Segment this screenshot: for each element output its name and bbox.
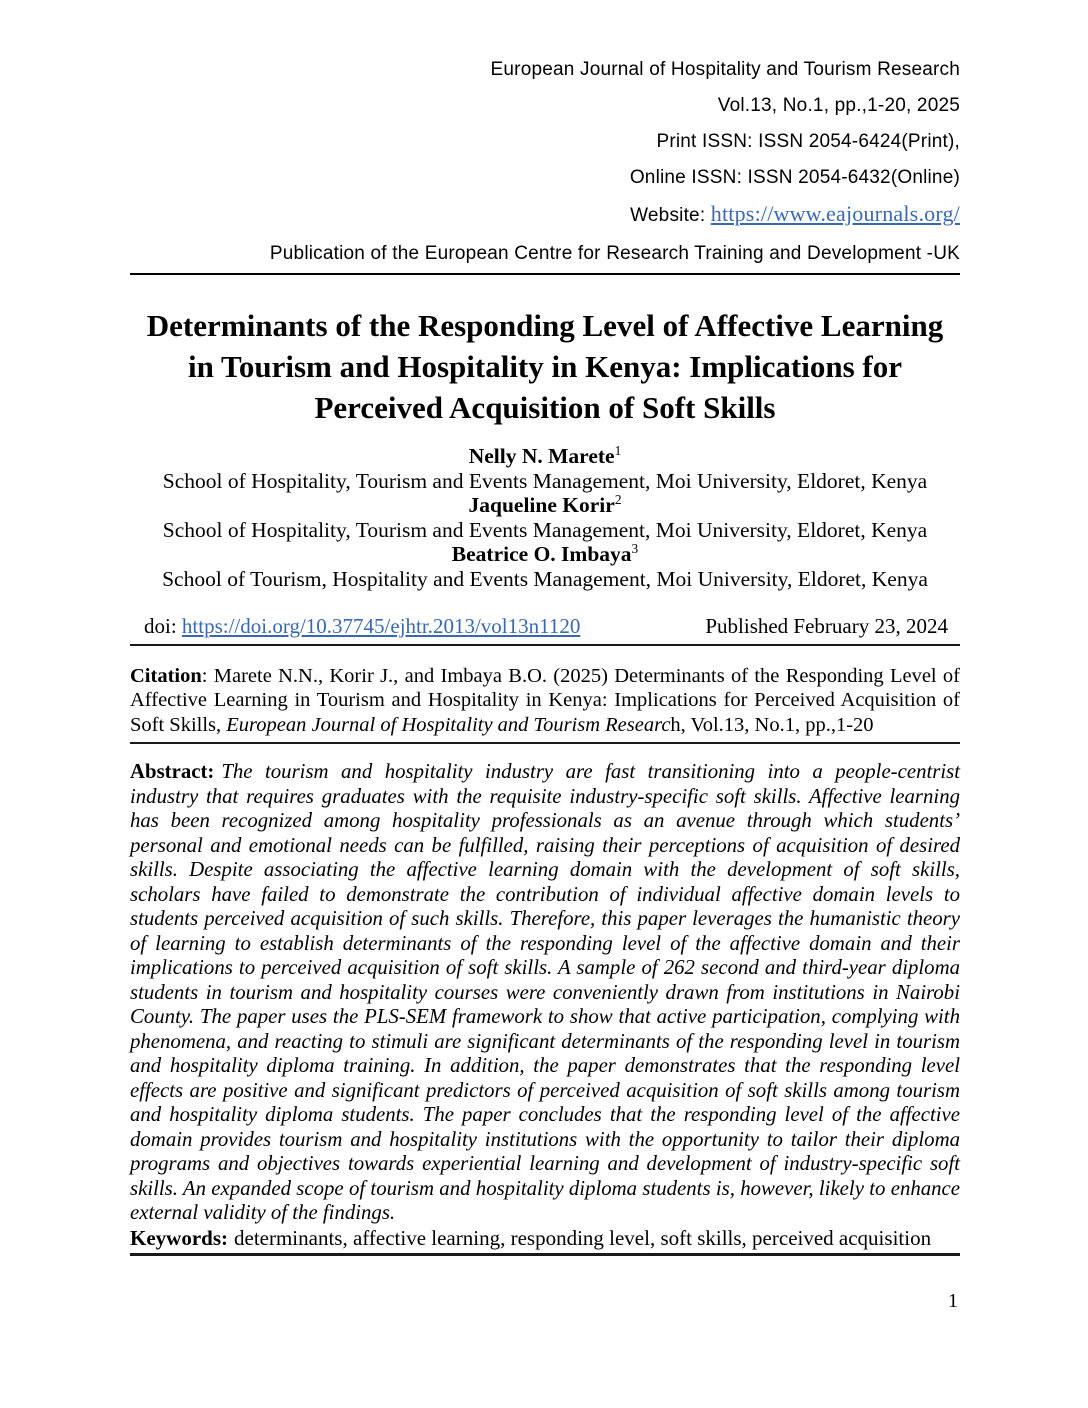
author-name-1: Nelly N. Marete$^1$ <box>468 442 622 468</box>
author-sup-1: 1 <box>614 442 622 458</box>
paper-title: Determinants of the Responding Level of Affective Learning in Tourism and Hospitality in Kenya: Implications for Perceived Acquisition of Soft Skills <box>146 308 944 425</box>
abstract-label: Abstract: <box>130 760 215 784</box>
publication-note: Publication of the European Centre for Research Training and Development -UK <box>130 236 960 275</box>
author-name-3: Beatrice O. Imbaya$^3$ <box>451 541 639 567</box>
author-sup-2: 2 <box>614 492 622 508</box>
online-issn: Online ISSN: ISSN 2054-6432(Online) <box>629 167 960 188</box>
doi-left <box>130 614 580 639</box>
doi-label: doi: <box>144 613 182 638</box>
doi-link[interactable]: https://doi.org/10.37745/ejhtr.2013/vol13n1120 <box>181 613 581 638</box>
citation-block <box>130 664 960 745</box>
citation-text-tail: h, Vol.13, No.1, pp.,1-20 <box>670 713 874 736</box>
journal-name: European Journal of Hospitality and Tourism Research <box>490 59 960 80</box>
author-sup-3: 3 <box>631 541 639 557</box>
journal-header <box>130 52 960 275</box>
author-affiliation-3: School of Tourism, Hospitality and Events Management, Moi University, Eldoret, Kenya <box>162 566 928 591</box>
keywords-line <box>130 1226 960 1257</box>
published-date: Published February 23, 2024 <box>705 613 948 638</box>
author-affiliation-1: School of Hospitality, Tourism and Events Management, Moi University, Eldoret, Kenya <box>162 468 928 493</box>
citation-journal-italic: European Journal of Hospitality and Tourism Researc <box>226 713 671 736</box>
citation-label: Citation <box>130 664 202 687</box>
website-link[interactable]: https://www.eajournals.org/ <box>710 201 960 226</box>
doi-row <box>130 614 960 646</box>
website-label: Website: <box>630 205 711 226</box>
citation-text: : Marete N.N., Korir J., and Imbaya B.O. (2025) Determinants of the Responding Level of Affective Learning in Tourism and Hospitality in Kenya: Implications for Perceived Acquisition of Soft Skills, <box>130 664 960 736</box>
keywords-text: determinants, affective learning, responding level, soft skills, perceived acquisition <box>234 1225 932 1250</box>
abstract-paragraph <box>130 760 960 1226</box>
page-number: 1 <box>948 1290 958 1313</box>
print-issn: Print ISSN: ISSN 2054-6424(Print), <box>656 131 960 152</box>
author-affiliation-2: School of Hospitality, Tourism and Events Management, Moi University, Eldoret, Kenya <box>162 517 928 542</box>
volume-info: Vol.13, No.1, pp.,1-20, 2025 <box>717 95 960 116</box>
keywords-label: Keywords: <box>130 1225 228 1250</box>
abstract-text: The tourism and hospitality industry are fast transitioning into a people-centrist industry that requires graduates with the requisite industry-specific soft skills. Affective learning has been recognized among hospitality professionals as an avenue through which students’ personal and emotional needs can be fulfilled, raising their perceptions of acquisition of desired skills. Despite associating the affective learning domain with the development of soft skills, scholars have failed to demonstrate the contribution of individual affective domain levels to students perceived acquisition of such skills. Therefore, this paper leverages the humanistic theory of learning to establish determinants of the responding level of the affective domain and their implications to perceived acquisition of soft skills. A sample of 262 second and third-year diploma students in tourism and hospitality courses were conveniently drawn from institutions in Nairobi County. The paper uses the PLS-SEM framework to show that active participation, complying with phenomena, and reacting to stimuli are significant determinants of the responding level in tourism and hospitality diploma training. In addition, the paper demonstrates that the responding level effects are positive and significant predictors of perceived acquisition of soft skills among tourism and hospitality diploma students. The paper concludes that the responding level of the affective domain provides tourism and hospitality institutions with the opportunity to tailor their diploma programs and objectives towards experiential learning and development of industry-specific soft skills. An expanded scope of tourism and hospitality diploma students is, however, likely to enhance external validity of the findings. <box>130 760 960 1225</box>
authors-block <box>130 444 960 592</box>
abstract-block <box>130 760 960 1256</box>
website-line <box>130 196 960 234</box>
author-name-2: Jaqueline Korir$^2$ <box>468 492 622 518</box>
